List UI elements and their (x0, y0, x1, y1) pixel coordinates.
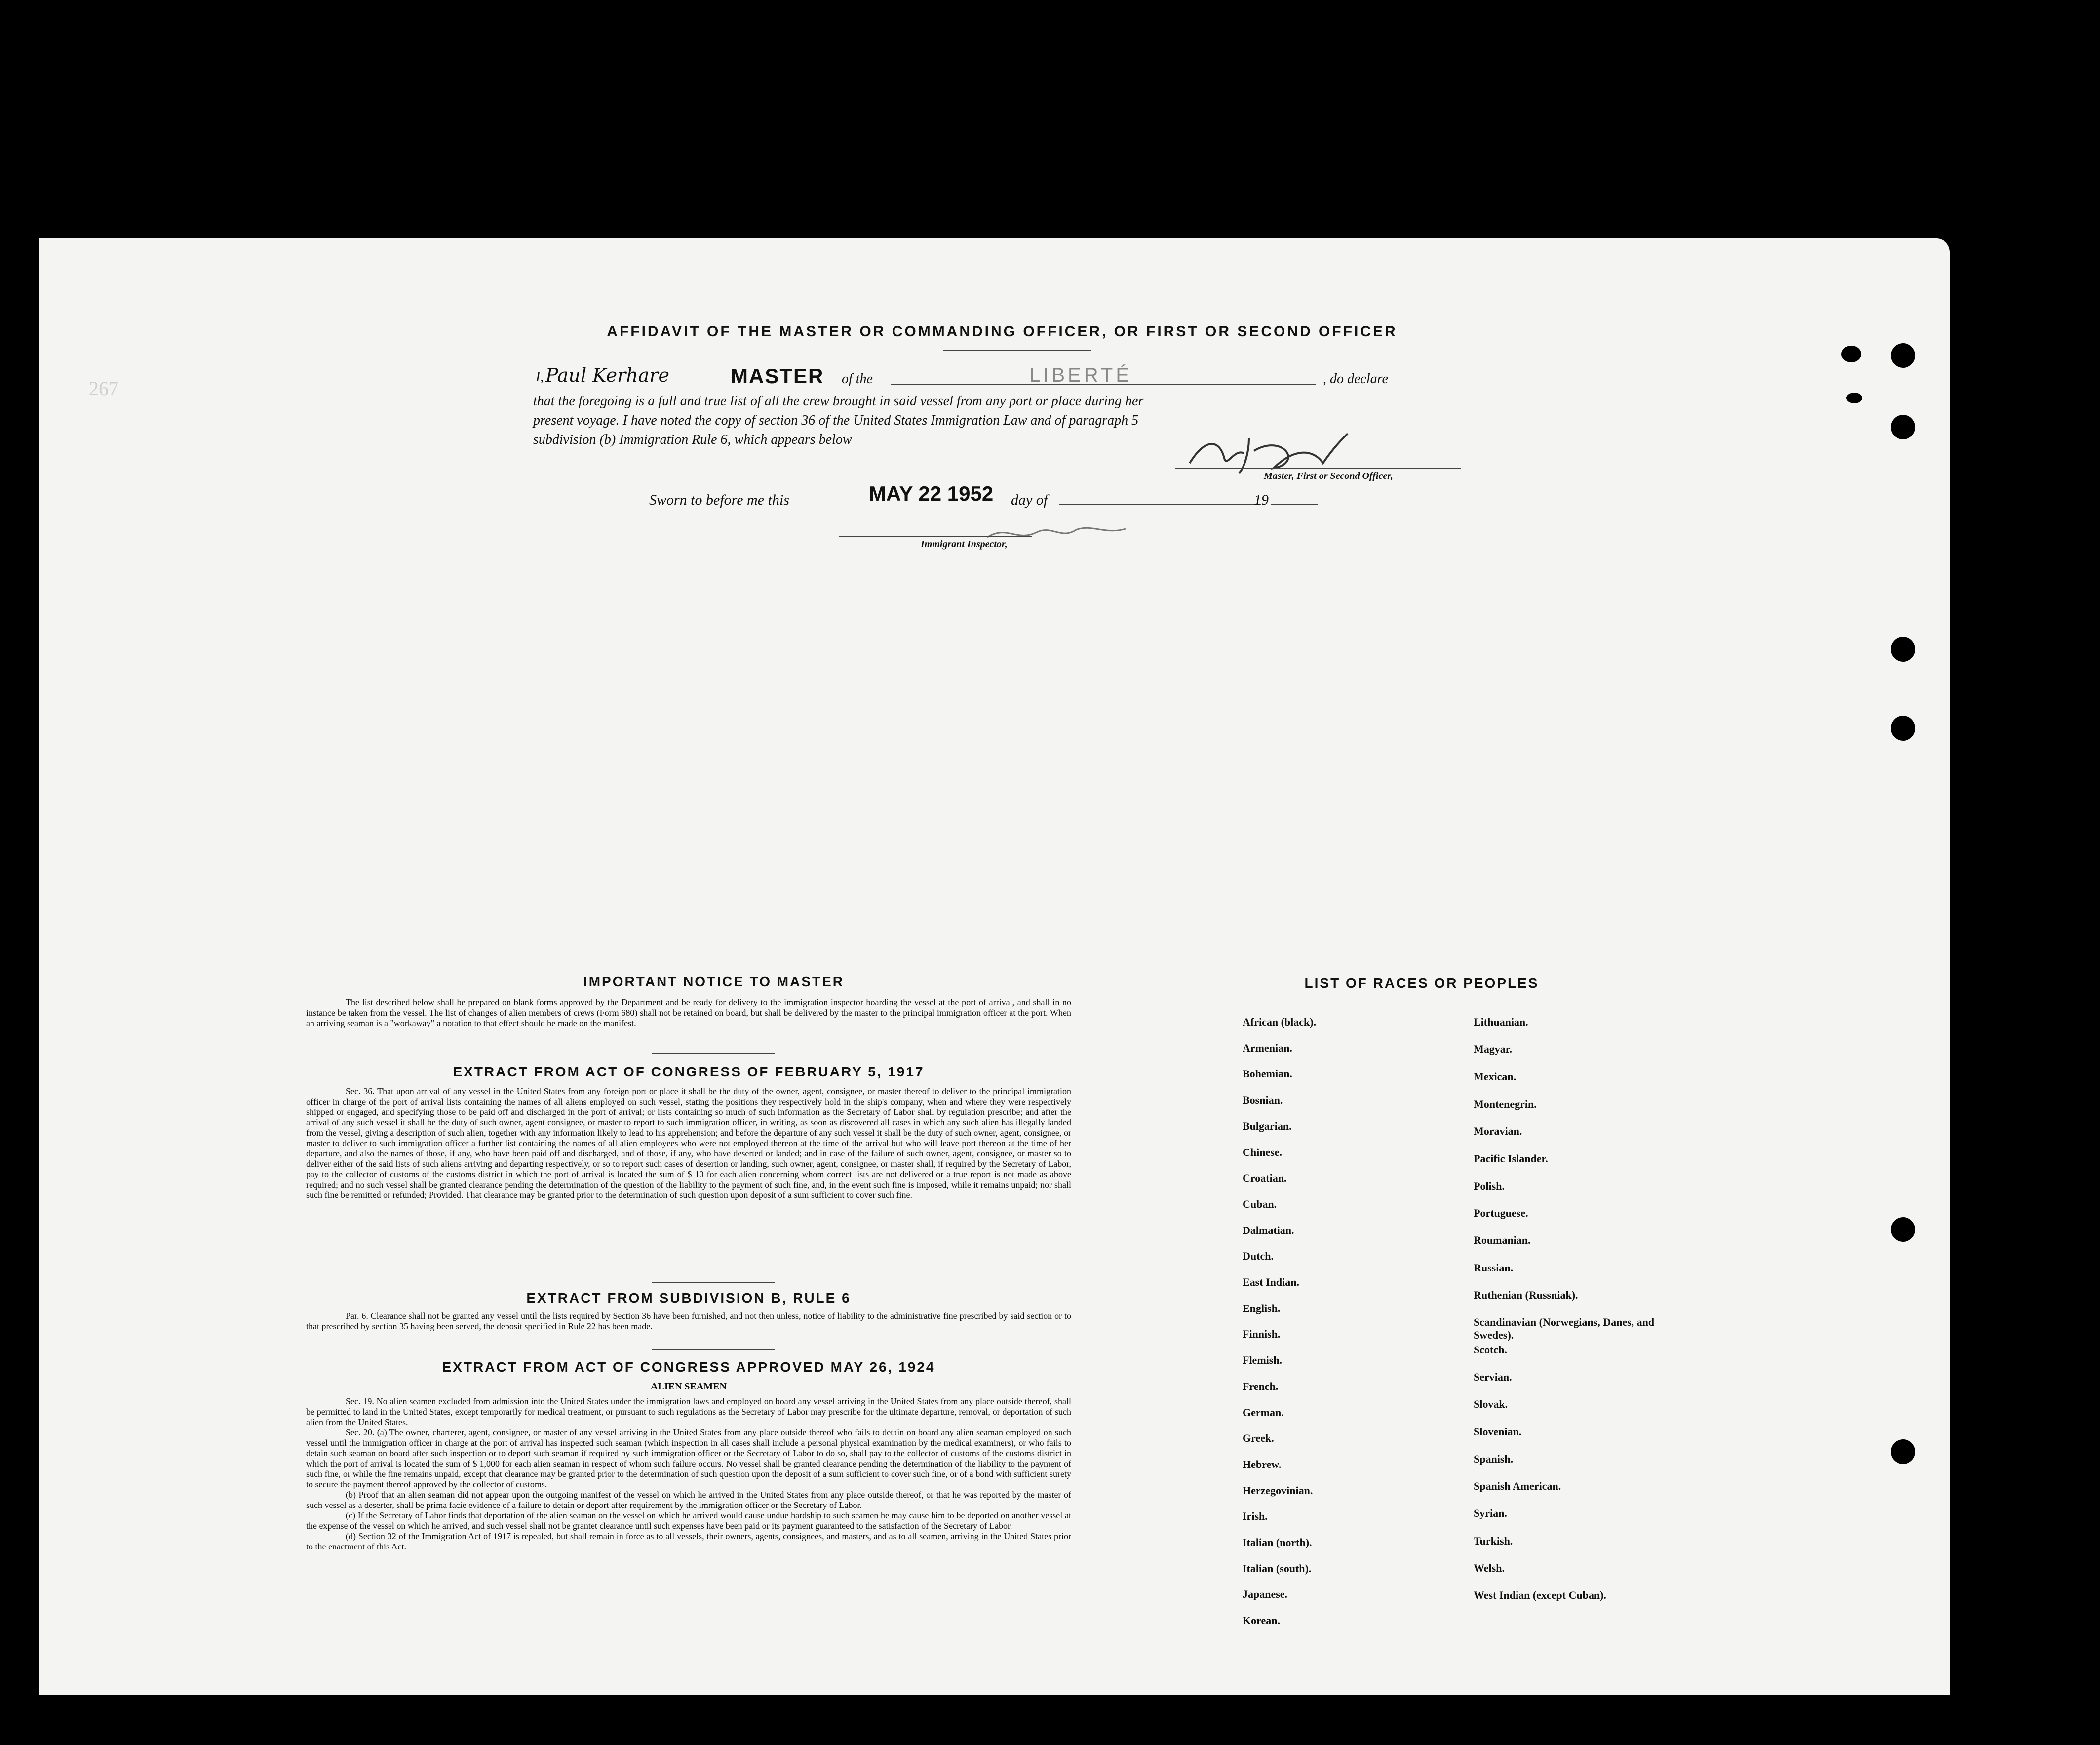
race-item: African (black). (1243, 1016, 1317, 1028)
binder-hole (1891, 343, 1915, 368)
race-item: Herzegovinian. (1243, 1484, 1313, 1497)
race-item: Hebrew. (1243, 1458, 1282, 1470)
notice-title: IMPORTANT NOTICE TO MASTER (583, 974, 845, 989)
extract1-divider (652, 1282, 775, 1283)
race-item: Roumanian. (1474, 1234, 1531, 1247)
race-item: Lithuanian. (1474, 1016, 1528, 1028)
race-item: Scotch. (1474, 1343, 1507, 1356)
race-item: Irish. (1243, 1510, 1268, 1523)
race-item: Slovenian. (1474, 1425, 1522, 1438)
race-item: Magyar. (1474, 1043, 1513, 1056)
extract1-title: EXTRACT FROM ACT OF CONGRESS OF FEBRUARY 5, 1917 (453, 1064, 925, 1079)
race-item: Syrian. (1474, 1507, 1507, 1520)
race-item: Chinese. (1243, 1146, 1283, 1158)
race-item: Bohemian. (1243, 1068, 1292, 1080)
year-line (1271, 504, 1318, 505)
declaration-line-2: present voyage. I have noted the copy of section 36 of the United States Immigration Law and of paragraph 5 (533, 413, 1139, 428)
binder-hole (1891, 1217, 1915, 1242)
race-item: French. (1243, 1380, 1279, 1392)
day-of-label: day of (1011, 492, 1048, 508)
sworn-line (649, 482, 1340, 512)
signer-handwriting: Paul Kerhare (545, 364, 670, 386)
manifest-page (39, 238, 1950, 1695)
sworn-label: Sworn to before me this (649, 492, 789, 508)
declaration-line-1: that the foregoing is a full and true list of all the crew brought in said vessel from any port or place during her (533, 394, 1144, 409)
of-the-label: of the (842, 371, 873, 387)
race-item: Slovak. (1474, 1398, 1508, 1411)
do-declare-label: , do declare (1323, 371, 1388, 387)
notice-divider (652, 1053, 775, 1054)
race-item: Japanese. (1243, 1588, 1288, 1601)
rank-stamp: MASTER (731, 364, 824, 388)
extract3-sec20d: (d) Section 32 of the Immigration Act of 1917 is repealed, but shall remain in force as to all vessels, their owners, agents, consignees, and masters, and as to all seamen, arriving in the United States prior to the enactment of this Act. (306, 1531, 1071, 1551)
race-item: Polish. (1474, 1179, 1505, 1192)
race-item: Welsh. (1474, 1562, 1505, 1574)
race-item: Montenegrin. (1474, 1097, 1537, 1110)
race-item: Servian. (1474, 1370, 1512, 1383)
binder-hole (1891, 415, 1915, 439)
race-item: Bulgarian. (1243, 1119, 1292, 1132)
race-item: Croatian. (1243, 1172, 1287, 1185)
extract3-sec19: Sec. 19. No alien seamen excluded from admission into the United States under the immigration laws and employed on board any vessel arriving in the United States from any place outside thereof, shall be permitted to land in the United States, except temporarily for medical treatment, or pursuant to such regulations as the Secretary of Labor may prescribe for the ultimate departure, removal, or deportation of such alien from the United States. (306, 1396, 1071, 1427)
race-item: West Indian (except Cuban). (1474, 1589, 1606, 1602)
race-item: East Indian. (1243, 1276, 1299, 1288)
year-prefix: 19 (1254, 492, 1269, 508)
race-item: Cuban. (1243, 1197, 1277, 1210)
race-item: Pacific Islander. (1474, 1152, 1548, 1165)
race-item: Korean. (1243, 1614, 1280, 1627)
extract3-sec20a: Sec. 20. (a) The owner, charterer, agent, consignee, or master of any vessel arriving in the United States from any place outside thereof who fails to detain on board any alien seaman employed on such vessel until the immigration officer in charge at the port of arrival has inspected such seaman (which inspection in all cases shall include a personal physical examination by the medical examiners), or who fails to detain such seaman on board after such inspection or to deport such seaman if required by such immigration officer or the Secretary of Labor to do so, shall pay to the collector of customs of the customs district in which the port of arrival is located the sum of $ 1,000 for each alien seaman in respect of whom such failure occurs. No vessel shall be granted clearance pending the determination of the liability to the payment of such fine, or while the fine remains unpaid, except that clearance may be granted prior to the determination of such question upon the deposit of a sum sufficient to cover such fine, or of a bond with sufficient surety to secure the payment thereof approved by the collector of customs. (306, 1428, 1071, 1489)
race-item: Italian (north). (1243, 1536, 1312, 1548)
race-item: Russian. (1474, 1261, 1514, 1274)
race-item: Mexican. (1474, 1070, 1517, 1083)
race-item: Portuguese. (1474, 1207, 1528, 1220)
race-item: Finnish. (1243, 1328, 1281, 1341)
extract3-title: EXTRACT FROM ACT OF CONGRESS APPROVED MAY 26, 1924 (442, 1359, 935, 1375)
officer-caption: Master, First or Second Officer, (1264, 471, 1393, 481)
binder-hole (1891, 1439, 1915, 1464)
race-item: Spanish American. (1474, 1480, 1561, 1493)
race-item: Moravian. (1474, 1125, 1522, 1138)
title-underline (943, 350, 1091, 351)
race-item: Spanish. (1474, 1452, 1514, 1465)
race-item: German. (1243, 1406, 1284, 1419)
punch-mark (1841, 346, 1861, 362)
race-item: Flemish. (1243, 1354, 1283, 1367)
extract3-body (306, 1396, 1071, 1552)
race-item: Turkish. (1474, 1534, 1513, 1547)
declaration-line (536, 364, 1474, 389)
binder-hole (1891, 637, 1915, 662)
vessel-name: LIBERTÉ (1029, 364, 1132, 386)
race-item: Scandinavian (Norwegians, Danes, and Swedes). (1474, 1316, 1655, 1342)
extract2-body: Par. 6. Clearance shall not be granted any vessel until the lists required by Section 36 have been furnished, and not then unless, notice of liability to the administrative fine prescribed by said section or to that prescribed by section 35 having been served, the deposit specified in Rule 22 has been made. (306, 1311, 1071, 1331)
officer-signature-line (1175, 468, 1461, 469)
races-title: LIST OF RACES OR PEOPLES (1304, 975, 1539, 991)
race-item: Armenian. (1243, 1041, 1292, 1054)
notice-body: The list described below shall be prepared on blank forms approved by the Department and be ready for delivery to the immigration inspector boarding the vessel at the port of arrival, and shall in no instance be taken from the vessel. The list of changes of alien members of crews (Form 680) shall not be retained on board, but shall be delivered by the master to the principal immigration officer at the port. When an arriving seaman is a "workaway" a notation to that effect should be made on the manifest. (306, 997, 1071, 1028)
race-item: English. (1243, 1302, 1281, 1314)
declaration-line-3: subdivision (b) Immigration Rule 6, which appears below (533, 432, 852, 447)
declarant-prefix: I, (536, 369, 544, 385)
race-item: Dalmatian. (1243, 1224, 1294, 1236)
extract1-body: Sec. 36. That upon arrival of any vessel in the United States from any foreign port or place it shall be the duty of the owner, agent, consignee, or master thereof to deliver to the principal immigration officer in charge of the port of arrival lists containing the names of all aliens employed on such vessel, stating the positions they respectively hold in the ship's company, when and where they were respectively shipped or engaged, and specifying those to be paid off and discharged in the port of arrival; or lists containing so much of such information as the Secretary of Labor shall by regulation prescribe; and after the arrival of any such vessel it shall be the duty of such owner, agent consignee, or master to report to such immigration officer, in writing, as soon as discovered all cases in which any such alien has illegally landed from the vessel, giving a description of such alien, together with any information likely to lead to his apprehension; and before the departure of any such vessel it shall be the duty of such owner, agent, consignee, or master to deliver to such immigration officer a further list containing the names of all alien employees who were not employed thereon at the time of the arrival but who will leave port thereon at the time of her departure, and also the names of those, if any, who have been paid off and discharged, and of those, if any, who have deserted or landed; and in case of the failure of such owner, agent, consignee, or master so to deliver either of the said lists of such aliens arriving and departing respectively, or so to report such cases of desertion or landing, such owner, agent, consignee, or master shall, if required by the Secretary of Labor, pay to the collector of customs of the customs district in which the port of arrival is located the sum of $ 10 for each alien concerning whom correct lists are not delivered or a true report is not made as above required; and no such vessel shall be granted clearance pending the determination of the question of the liability to the payment of such fine, and, in the event such fine is imposed, while it remains unpaid; nor shall such fine be remitted or refunded; Provided. That clearance may be granted prior to the determination of such question upon deposit of a sum sufficient to cover such fine. (306, 1086, 1071, 1200)
affidavit-title: AFFIDAVIT OF THE MASTER OR COMMANDING OFFICER, OR FIRST OR SECOND OFFICER (607, 323, 1398, 340)
race-item: Ruthenian (Russniak). (1474, 1289, 1578, 1301)
extract2-title: EXTRACT FROM SUBDIVISION B, RULE 6 (526, 1290, 851, 1306)
race-item: Dutch. (1243, 1250, 1274, 1263)
inspector-signature-line (839, 536, 1032, 537)
extract3-sec20b: (b) Proof that an alien seaman did not appear upon the outgoing manifest of the vessel on which he arrived in the United States from any place outside thereof, or that he was reported by the master of such vessel as a deserter, shall be prima facie evidence of a failure to detain or deport after requirement by the immigration officer or the Secretary of Labor. (306, 1490, 1071, 1510)
extract2-divider (652, 1349, 775, 1350)
extract3-subtitle: ALIEN SEAMEN (651, 1381, 727, 1392)
race-item: Bosnian. (1243, 1094, 1283, 1107)
extract3-sec20c: (c) If the Secretary of Labor finds that deportation of the alien seaman on the vessel on which he arrived would cause undue hardship to such seamen he may cause him to be deported on another vessel at the expense of the vessel on which he arrived, and such vessel shall not be grantet clearance until such expenses have been paid or its payment guaranteed to the satisfaction of the Secretary of Labor. (306, 1510, 1071, 1531)
inspector-caption: Immigrant Inspector, (921, 539, 1008, 550)
sworn-date-stamp: MAY 22 1952 (869, 482, 994, 505)
punch-mark (1846, 393, 1862, 403)
month-line (1059, 504, 1261, 505)
binder-hole (1891, 716, 1915, 741)
race-item: Greek. (1243, 1432, 1274, 1445)
race-item: Italian (south). (1243, 1562, 1312, 1575)
page-number: 267 (89, 377, 118, 399)
